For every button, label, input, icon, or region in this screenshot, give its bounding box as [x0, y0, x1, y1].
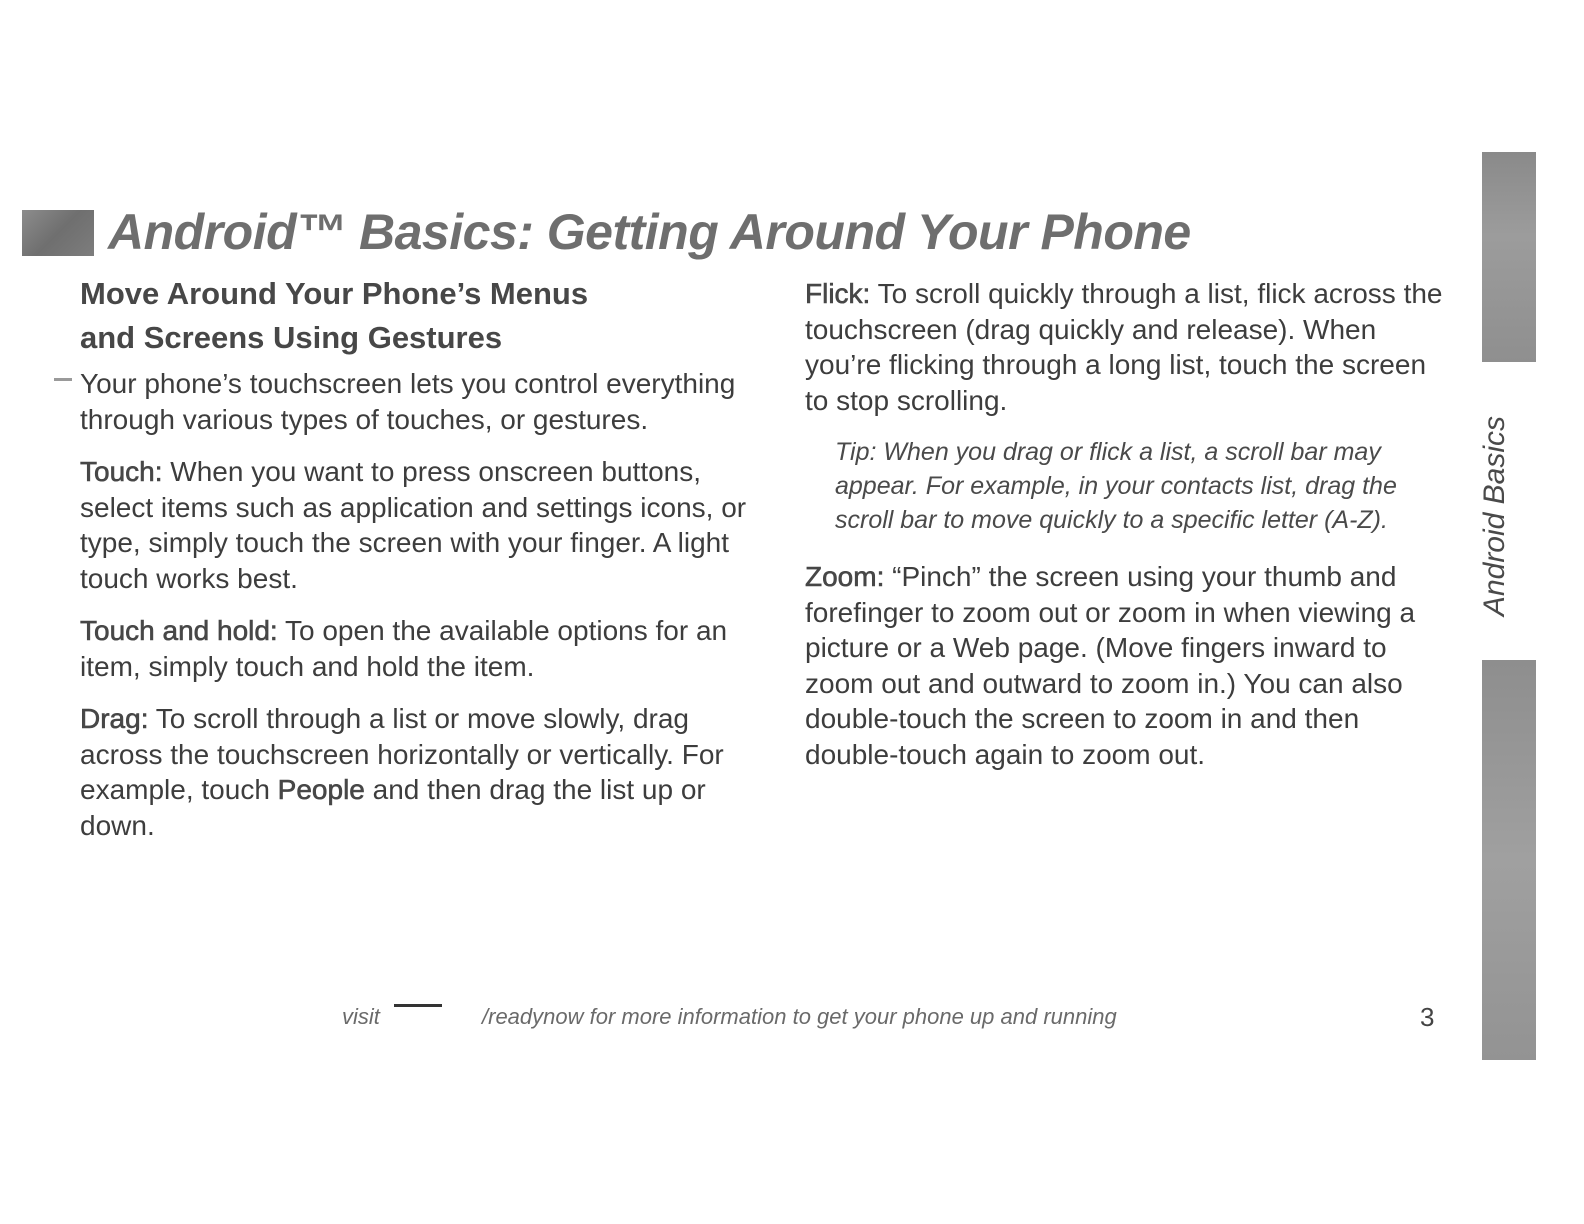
drag-term: Drag:: [80, 703, 149, 734]
tip-paragraph: [835, 435, 1445, 537]
touch-paragraph: [80, 454, 770, 596]
zoom-paragraph: [805, 559, 1455, 772]
page-number: 3: [1420, 1002, 1435, 1032]
footer: [342, 1000, 1242, 1036]
touch-hold-text: To open the available options for an item, simply touch and hold the item.: [80, 615, 728, 682]
section-heading: [80, 272, 770, 360]
flick-text: To scroll quickly through a list, flick across the touchscreen (drag quickly and release). When you’re flicking through a long list, touch the screen to stop scrolling.: [805, 278, 1443, 416]
drag-text-a: To scroll through a list or move slowly, drag across the touchscreen horizontally or vertically. For example, touch: [80, 703, 724, 805]
zoom-term: Zoom:: [805, 561, 885, 592]
side-tab-label-text: Android Basics: [1478, 415, 1511, 617]
page-title: Android™ Basics: Getting Around Your Phone: [108, 204, 1191, 260]
intro-paragraph: Your phone’s touchscreen lets you control everything through various types of touches, or gestures.: [80, 368, 736, 435]
drag-text-b: and then drag the list up or down.: [80, 774, 706, 841]
scan-mark: [54, 378, 72, 381]
zoom-text: “Pinch” the screen using your thumb and forefinger to zoom out or zoom in when viewing a picture or a Web page. (Move fingers inward to zoom out and outward to zoom in.) You can also double-touch the screen to zoom in and then double-touch again to zoom out.: [805, 561, 1416, 770]
right-column: [805, 276, 1455, 789]
footer-text: /readynow for more information to get your phone up and running: [482, 1004, 1117, 1029]
flick-paragraph: [805, 276, 1455, 418]
intro-block: [80, 366, 770, 437]
footer-visit: visit: [342, 1004, 380, 1029]
touch-term: Touch:: [80, 456, 163, 487]
tip-text: When you drag or flick a list, a scroll bar may appear. For example, in your contacts list, drag the scroll bar to move quickly to a specific letter (A-Z).: [835, 438, 1397, 534]
tip-label: Tip:: [835, 438, 877, 466]
side-tab-marker-top: [1482, 152, 1536, 362]
left-column: [80, 272, 770, 860]
drag-people: People: [277, 774, 365, 805]
drag-paragraph: [80, 701, 770, 843]
touch-hold-term: Touch and hold:: [80, 615, 278, 646]
title-square-icon: [22, 210, 94, 256]
touch-hold-paragraph: [80, 613, 770, 684]
touch-text: When you want to press onscreen buttons, select items such as application and settings icons, or type, simply touch the screen with your finger. A light touch works best.: [80, 456, 747, 594]
footer-redacted-mark: [394, 1004, 442, 1007]
side-tab-marker-bottom: [1482, 660, 1536, 1060]
section-heading-line2: and Screens Using Gestures: [80, 320, 503, 355]
flick-term: Flick:: [805, 278, 871, 309]
page-title-row: [22, 200, 1422, 270]
section-heading-line1: Move Around Your Phone’s Menus: [80, 276, 589, 311]
